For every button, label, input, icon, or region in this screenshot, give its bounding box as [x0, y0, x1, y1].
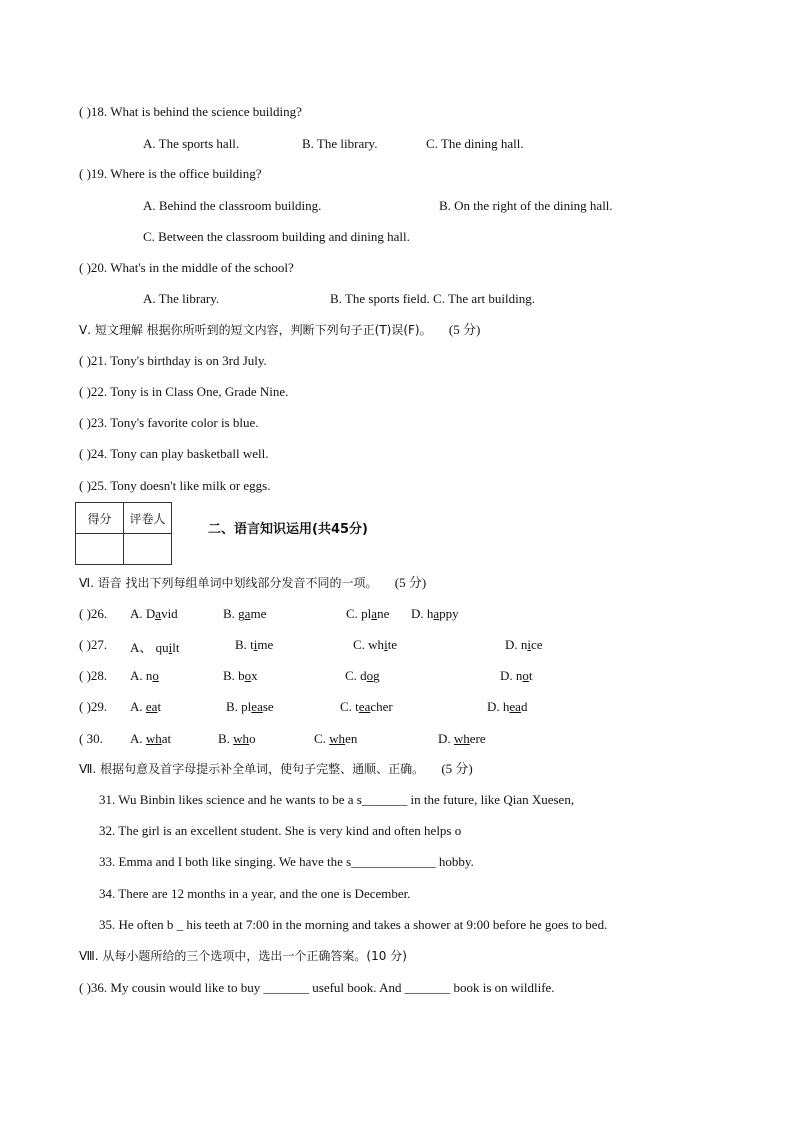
section-score: (5 分): [448, 322, 481, 337]
underlined-letters: i: [527, 637, 532, 652]
question-20: [79, 260, 294, 276]
underlined-letters: a: [371, 606, 378, 621]
section-8-heading: [79, 948, 407, 964]
fill-item: 32. The girl is an excellent student. She is very kind and often helps o: [99, 823, 462, 838]
option-c: C. when: [314, 731, 358, 746]
question-number: ( )23.: [79, 415, 108, 430]
fill-item: 34. There are 12 months in a year, and the one is December.: [99, 886, 411, 901]
section-score: (5 分): [441, 761, 473, 776]
underlined-letters: wh: [233, 731, 250, 746]
tf-item: [79, 384, 288, 400]
option-a: A. Behind the classroom building.: [143, 198, 322, 213]
underlined-letters: a: [155, 606, 162, 621]
question-text: Tony can play basketball well.: [110, 446, 269, 461]
tf-item: [79, 446, 268, 462]
underlined-letters: a: [244, 606, 251, 621]
grader-cell[interactable]: [124, 534, 172, 565]
question-number: ( )28.: [79, 668, 108, 683]
option-a: A. what: [130, 731, 172, 746]
question-number: ( )26.: [79, 606, 108, 621]
option-d: D. nice: [505, 637, 543, 652]
fill-item: 33. Emma and I both like singing. We have the s_____________ hobby.: [99, 854, 474, 869]
fill-item: 31. Wu Binbin likes science and he wants to be a s_______ in the future, like Qian Xuesen,: [99, 792, 575, 807]
section-title: Ⅴ. 短文理解 根据你所听到的短文内容，判断下列句子正(T)误(F)。: [79, 323, 432, 337]
section-score: (5 分): [394, 575, 427, 590]
question-number: ( )19.: [79, 166, 108, 181]
underlined-letters: ea: [145, 699, 158, 714]
question-number: ( )18.: [79, 104, 108, 119]
option-d: D. not: [500, 668, 533, 683]
option-c: C. white: [353, 637, 398, 652]
section-5-heading: [79, 322, 480, 338]
question-number: ( )29.: [79, 699, 108, 714]
part-2-title: 二、语言知识运用(共45分): [208, 522, 368, 537]
option-c: C. plane: [346, 606, 390, 621]
grader-header: 评卷人: [124, 503, 172, 534]
score-cell[interactable]: [76, 534, 124, 565]
underlined-letters: wh: [329, 731, 346, 746]
section-title: Ⅵ. 语音 找出下列每组单词中划线部分发音不同的一项。: [79, 576, 378, 590]
question-number: ( )25.: [79, 478, 108, 493]
underlined-letters: ea: [251, 699, 263, 714]
question-18: [79, 104, 302, 120]
option-b: B. The library.: [302, 136, 378, 151]
option-b: B. time: [235, 637, 274, 652]
option-a: A、 quilt: [130, 640, 180, 655]
question-number: ( )22.: [79, 384, 108, 399]
question-number: ( )20.: [79, 260, 108, 275]
underlined-letters: o: [152, 668, 159, 683]
question-text: Tony's birthday is on 3rd July.: [110, 353, 267, 368]
tf-item: [79, 353, 267, 369]
question-text: What's in the middle of the school?: [110, 260, 294, 275]
option-b: B. On the right of the dining hall.: [439, 198, 613, 213]
section-6-heading: [79, 575, 426, 591]
underlined-letters: wh: [453, 731, 470, 746]
option-d: D. where: [438, 731, 486, 746]
question-text: Tony's favorite color is blue.: [110, 415, 259, 430]
option-a: A. David: [130, 606, 178, 621]
tf-item: [79, 415, 259, 431]
underlined-letters: i: [168, 640, 173, 655]
option-a: A. no: [130, 668, 159, 683]
question-number: ( )21.: [79, 353, 108, 368]
option-b: B. box: [223, 668, 258, 683]
option-d: D. head: [487, 699, 528, 714]
question-text: What is behind the science building?: [110, 104, 302, 119]
underlined-letters: ea: [358, 699, 371, 714]
section-title: Ⅶ. 根据句意及首字母提示补全单词，使句子完整、通顺、正确。: [79, 762, 425, 776]
section-title: Ⅷ. 从每小题所给的三个选项中，选出一个正确答案。(10 分): [79, 949, 407, 963]
question-number: ( )24.: [79, 446, 108, 461]
score-table: [75, 502, 172, 565]
option-c: C. teacher: [340, 699, 393, 714]
option-a: A. eat: [130, 699, 162, 714]
underlined-letters: o: [522, 668, 529, 683]
question-19: [79, 166, 262, 182]
option-c: C. dog: [345, 668, 380, 683]
section-7-heading: [79, 761, 473, 777]
option-d: D. happy: [411, 606, 459, 621]
question-text: Tony doesn't like milk or eggs.: [110, 478, 271, 493]
option-a: A. The library.: [143, 291, 220, 306]
underlined-letters: wh: [145, 731, 162, 746]
option-c: C. Between the classroom building and dining hall.: [143, 229, 410, 244]
option-c: C. The dining hall.: [426, 136, 524, 151]
question-36: ( )36. My cousin would like to buy _______ useful book. And _______ book is on wildlife.: [79, 980, 555, 995]
underlined-letters: o: [244, 668, 252, 683]
option-a: A. The sports hall.: [143, 136, 240, 151]
tf-item: [79, 478, 271, 494]
fill-item: 35. He often b _ his teeth at 7:00 in the morning and takes a shower at 9:00 before he goes to bed.: [99, 917, 608, 932]
question-text: Tony is in Class One, Grade Nine.: [110, 384, 289, 399]
option-b: B. please: [226, 699, 274, 714]
underlined-letters: i: [384, 637, 388, 652]
option-b: B. game: [223, 606, 267, 621]
underlined-letters: o: [366, 668, 374, 683]
question-number: ( 30.: [79, 731, 103, 746]
question-number: ( )27.: [79, 637, 108, 652]
score-header: 得分: [76, 503, 124, 534]
question-text: Where is the office building?: [110, 166, 262, 181]
underlined-letters: a: [433, 606, 440, 621]
option-b: B. who: [218, 731, 256, 746]
underlined-letters: ea: [509, 699, 521, 714]
option-bc: B. The sports field. C. The art building.: [330, 291, 535, 306]
underlined-letters: i: [253, 637, 258, 652]
